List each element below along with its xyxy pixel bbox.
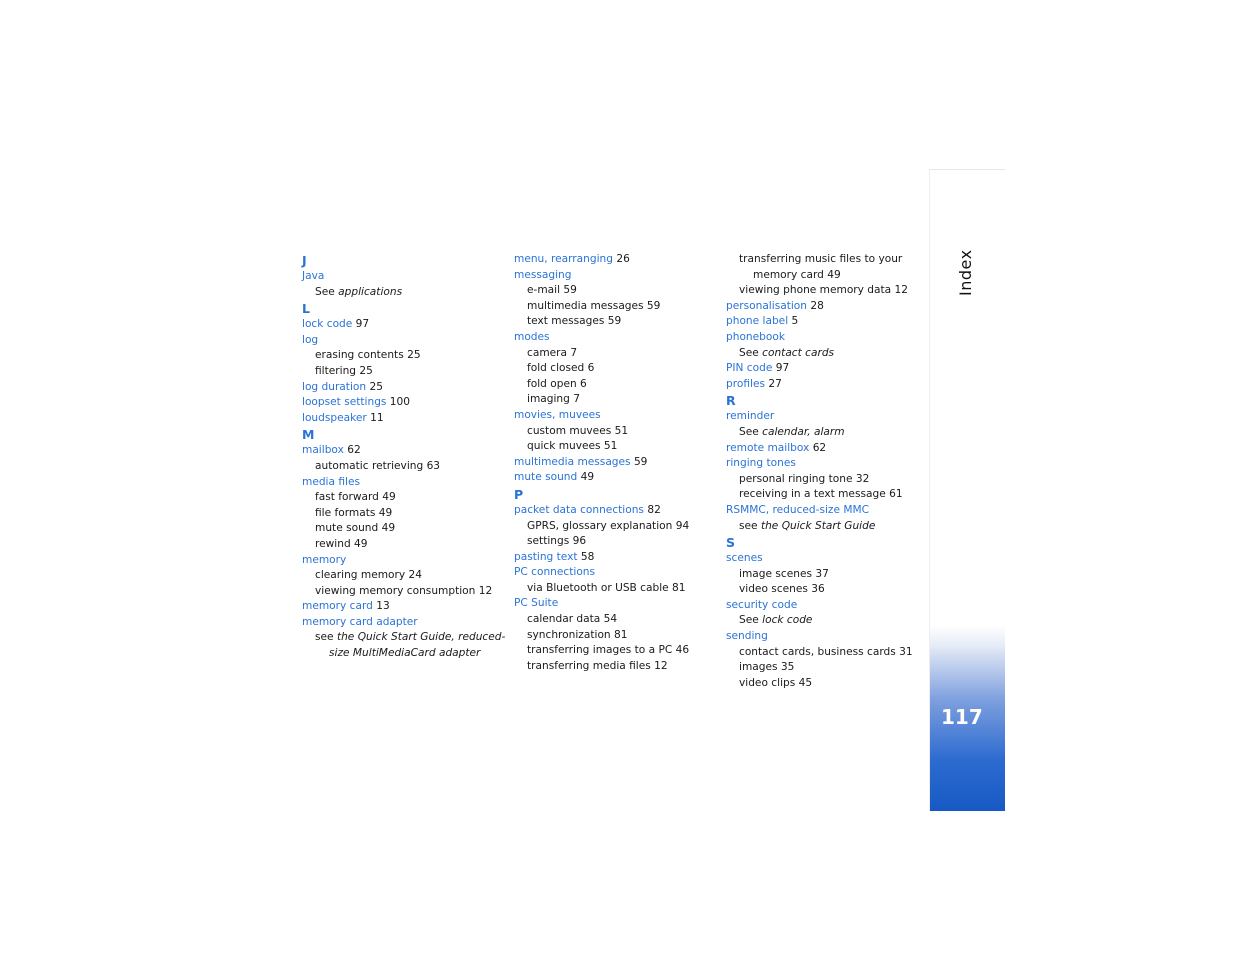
see-reference: See calendar, alarm [739, 425, 845, 438]
sub-entry: GPRS, glossary explanation 94 [527, 519, 690, 532]
index-link-modes[interactable]: modes [514, 330, 550, 343]
sub-entry: video clips 45 [739, 676, 813, 689]
index-link-remote-mailbox[interactable]: remote mailbox [726, 441, 810, 454]
index-column-2 [514, 252, 714, 674]
letter-heading-r: R [726, 393, 736, 409]
sub-entry: filtering 25 [315, 364, 373, 377]
index-entry-loudspeaker: loudspeaker 11 [302, 411, 384, 424]
index-link-phonebook[interactable]: phonebook [726, 330, 785, 343]
index-link-multimedia-messages[interactable]: multimedia messages [514, 455, 631, 468]
letter-heading-l: L [302, 301, 310, 317]
index-entry-mailbox: mailbox 62 [302, 444, 361, 457]
index-link-lock-code[interactable]: lock code [302, 318, 353, 331]
index-link-pc-suite[interactable]: PC Suite [514, 597, 559, 610]
sub-entry: transferring music files to your [739, 253, 903, 265]
sub-entry: via Bluetooth or USB cable 81 [527, 581, 686, 594]
sub-entry: e-mail 59 [527, 284, 577, 297]
letter-heading-j: J [302, 253, 307, 268]
index-link-sending[interactable]: sending [726, 630, 768, 643]
sub-entry: image scenes 37 [739, 567, 829, 580]
index-entry-memory-card-adapter [302, 615, 502, 631]
index-entry-pc-suite [514, 596, 714, 612]
sub-entry: settings 96 [527, 535, 587, 548]
index-link-personalisation[interactable]: personalisation [726, 299, 807, 312]
sub-entry: contact cards, business cards 31 [739, 645, 913, 658]
index-entry-memory [302, 553, 502, 569]
sub-entry: receiving in a text message 61 [739, 488, 903, 501]
index-entry-loopset-settings: loopset settings 100 [302, 396, 411, 409]
sub-entry: images 35 [739, 661, 795, 674]
index-entry-sending [726, 629, 916, 645]
sub-entry: rewind 49 [315, 537, 368, 550]
index-link-log-duration[interactable]: log duration [302, 380, 367, 393]
index-entry-mute-sound: mute sound 49 [514, 471, 595, 484]
index-entry-media-files [302, 475, 502, 491]
index-entry-modes [514, 330, 714, 346]
sub-entry: erasing contents 25 [315, 349, 421, 362]
index-entry-remote-mailbox: remote mailbox 62 [726, 441, 827, 454]
index-entry-packet-data: packet data connections 82 [514, 503, 661, 516]
index-link-pasting-text[interactable]: pasting text [514, 550, 578, 563]
index-link-menu-rearranging[interactable]: menu, rearranging [514, 253, 613, 265]
letter-heading-m: M [302, 427, 315, 443]
see-reference-continued: size MultiMediaCard adapter [329, 647, 481, 660]
index-entry-security-code [726, 598, 916, 614]
index-entry-log-duration: log duration 25 [302, 380, 383, 393]
index-column-1 [302, 252, 506, 662]
sub-entry: imaging 7 [527, 393, 580, 406]
see-reference: See contact cards [739, 346, 835, 359]
index-link-pin-code[interactable]: PIN code [726, 362, 773, 375]
index-link-log[interactable]: log [302, 333, 319, 346]
sub-entry-continued: memory card 49 [753, 268, 841, 281]
index-link-pc-connections[interactable]: PC connections [514, 566, 596, 579]
sub-entry: calendar data 54 [527, 613, 618, 626]
index-link-mailbox[interactable]: mailbox [302, 444, 344, 457]
index-link-packet-data[interactable]: packet data connections [514, 503, 644, 516]
index-entry-rsmmc [726, 503, 916, 519]
index-link-memory-card[interactable]: memory card [302, 600, 373, 613]
sub-entry: mute sound 49 [315, 522, 396, 535]
index-link-memory-card-adapter[interactable]: memory card adapter [302, 615, 418, 628]
sub-entry: fold open 6 [527, 377, 587, 390]
index-entry-movies-muvees [514, 408, 714, 424]
index-entry-ringing-tones [726, 456, 916, 472]
sub-entry: transferring media files 12 [527, 659, 668, 672]
index-link-mute-sound[interactable]: mute sound [514, 471, 578, 484]
sub-entry: video scenes 36 [739, 583, 825, 596]
section-title: Index [956, 249, 975, 296]
sub-entry: transferring images to a PC 46 [527, 644, 690, 657]
index-link-media-files[interactable]: media files [302, 475, 361, 488]
page-number: 117 [941, 705, 983, 729]
sub-entry: multimedia messages 59 [527, 299, 661, 312]
index-link-security-code[interactable]: security code [726, 598, 798, 611]
index-entry-multimedia-messages: multimedia messages 59 [514, 455, 648, 468]
index-link-java[interactable]: Java [302, 270, 325, 282]
sub-entry: file formats 49 [315, 506, 393, 519]
sub-entry: synchronization 81 [527, 628, 628, 641]
see-reference: see the Quick Start Guide [739, 519, 876, 532]
index-entry-java [302, 269, 502, 285]
sub-entry: custom muvees 51 [527, 424, 629, 437]
index-entry-phonebook [726, 330, 916, 346]
index-link-profiles[interactable]: profiles [726, 377, 765, 390]
index-entry-memory-card: memory card 13 [302, 600, 390, 613]
index-column-3 [726, 252, 916, 691]
sub-entry: viewing memory consumption 12 [315, 584, 493, 597]
sub-entry: camera 7 [527, 346, 578, 359]
see-reference: see the Quick Start Guide, reduced- [315, 631, 506, 644]
index-link-rsmmc[interactable]: RSMMC, reduced-size MMC [726, 503, 870, 516]
index-link-movies-muvees[interactable]: movies, muvees [514, 408, 601, 421]
index-entry-log [302, 333, 502, 349]
sub-entry: clearing memory 24 [315, 569, 422, 582]
index-link-reminder[interactable]: reminder [726, 410, 775, 423]
index-entry-personalisation: personalisation 28 [726, 299, 824, 312]
index-entry-scenes [726, 551, 916, 567]
index-link-messaging[interactable]: messaging [514, 268, 572, 281]
sub-entry: fast forward 49 [315, 491, 396, 504]
index-link-scenes[interactable]: scenes [726, 552, 763, 565]
see-reference: See applications [315, 285, 403, 298]
sub-entry: automatic retrieving 63 [315, 459, 441, 472]
letter-heading-s: S [726, 535, 736, 551]
sub-entry: quick muvees 51 [527, 440, 618, 453]
sub-entry: text messages 59 [527, 315, 622, 328]
index-entry-menu-rearranging: menu, rearranging 26 [514, 253, 630, 265]
sub-entry: fold closed 6 [527, 362, 595, 375]
sub-entry: viewing phone memory data 12 [739, 284, 909, 297]
index-entry-pasting-text: pasting text 58 [514, 550, 595, 563]
index-entry-messaging [514, 268, 714, 284]
index-link-loopset-settings[interactable]: loopset settings [302, 396, 387, 409]
see-reference: See lock code [739, 614, 813, 627]
index-entry-pin-code: PIN code 97 [726, 362, 790, 375]
index-entry-profiles: profiles 27 [726, 377, 782, 390]
index-entry-reminder [726, 409, 916, 425]
sub-entry: personal ringing tone 32 [739, 472, 870, 485]
index-link-memory[interactable]: memory [302, 553, 347, 566]
index-link-loudspeaker[interactable]: loudspeaker [302, 411, 367, 424]
index-entry-pc-connections [514, 565, 714, 581]
index-entry-lock-code: lock code 97 [302, 318, 370, 331]
index-entry-phone-label: phone label 5 [726, 315, 799, 328]
index-link-phone-label[interactable]: phone label [726, 315, 789, 328]
letter-heading-p: P [514, 486, 524, 502]
index-link-ringing-tones[interactable]: ringing tones [726, 457, 796, 470]
